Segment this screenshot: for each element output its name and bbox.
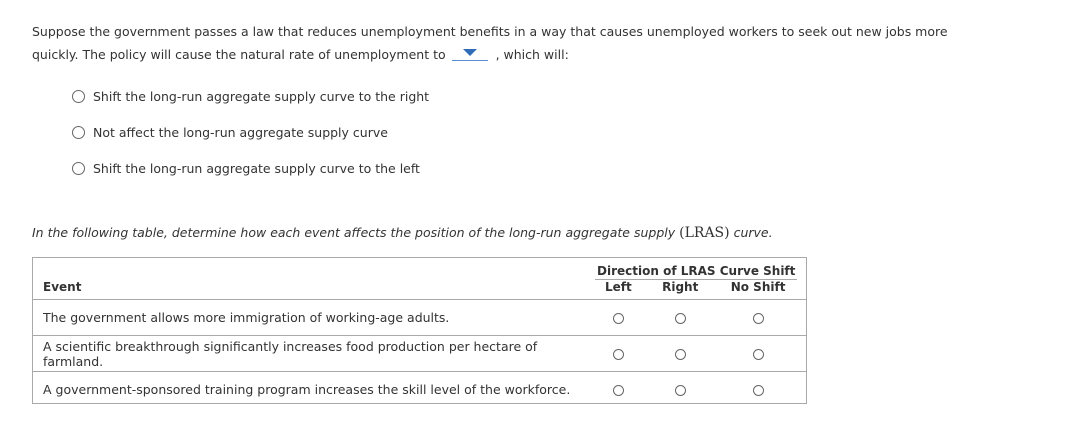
option-label: Shift the long-run aggregate supply curve to the left [93, 160, 420, 176]
column-header-left: Left [586, 280, 650, 300]
column-header-no-shift: No Shift [710, 280, 806, 300]
question-text [32, 20, 1032, 66]
table-row [33, 336, 806, 372]
lras-math: (LRAS) [679, 225, 730, 241]
radio-no-shift[interactable] [753, 349, 764, 360]
empty-header-cell [33, 258, 586, 280]
radio-button[interactable] [72, 162, 85, 175]
option-shift-left[interactable] [72, 157, 429, 179]
answer-options [72, 85, 429, 193]
table-row [33, 372, 806, 408]
chevron-down-icon [463, 49, 477, 56]
radio-right[interactable] [675, 313, 686, 324]
event-cell: A scientific breakthrough significantly increases food production per hectare of farmland. [33, 336, 586, 372]
event-column-header: Event [33, 280, 586, 300]
lras-table [32, 257, 807, 404]
question-line-2 [32, 43, 1032, 66]
table-row [33, 300, 806, 336]
table-instructions [32, 225, 773, 241]
option-shift-right[interactable] [72, 85, 429, 107]
radio-left[interactable] [613, 349, 624, 360]
instructions-tail: curve. [733, 225, 773, 240]
option-label: Not affect the long-run aggregate supply curve [93, 124, 388, 140]
option-label: Shift the long-run aggregate supply curve to the right [93, 88, 430, 104]
direction-group-header: Direction of LRAS Curve Shift [597, 264, 796, 278]
option-no-effect[interactable] [72, 121, 429, 143]
radio-left[interactable] [613, 313, 624, 324]
event-cell: A government-sponsored training program increases the skill level of the workforce. [43, 382, 571, 397]
radio-button[interactable] [72, 90, 85, 103]
radio-no-shift[interactable] [753, 385, 764, 396]
radio-button[interactable] [72, 126, 85, 139]
instructions-text: In the following table, determine how each event affects the position of the long-run aggregate supply [32, 225, 676, 240]
question-line-2-before: quickly. The policy will cause the natural rate of unemployment to [32, 47, 446, 62]
radio-no-shift[interactable] [753, 313, 764, 324]
radio-right[interactable] [675, 349, 686, 360]
natural-rate-dropdown[interactable] [452, 46, 488, 61]
question-line-1: Suppose the government passes a law that reduces unemployment benefits in a way that causes unemployed workers to seek out new jobs more [32, 24, 948, 39]
question-line-2-after: , which will: [495, 47, 569, 62]
column-header-right: Right [650, 280, 710, 300]
radio-left[interactable] [613, 385, 624, 396]
radio-right[interactable] [675, 385, 686, 396]
event-cell: The government allows more immigration of working-age adults. [33, 300, 586, 336]
